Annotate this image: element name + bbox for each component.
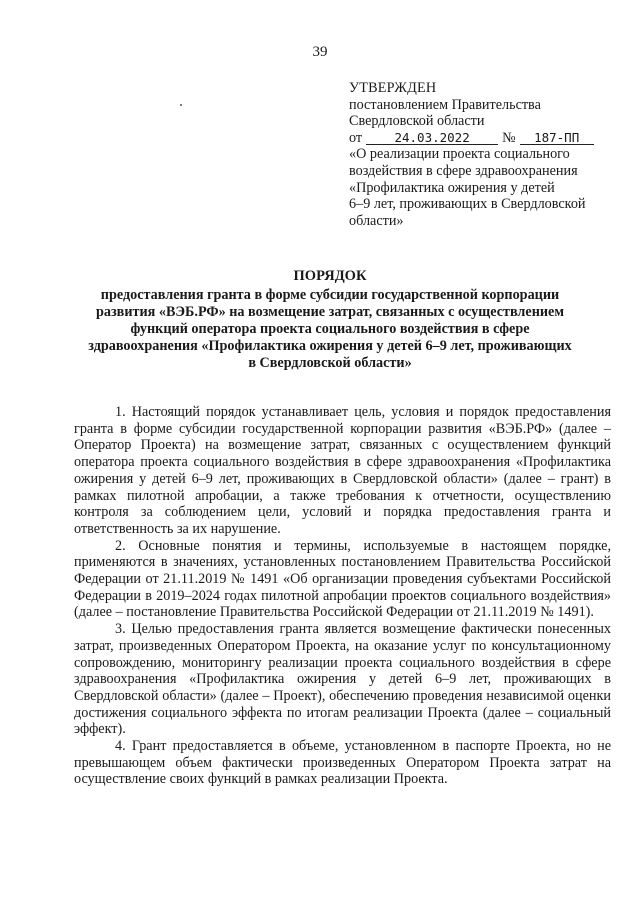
scan-speck <box>180 104 182 106</box>
paragraph-2: 2. Основные понятия и термины, используемые в настоящем порядке, применяются в значениях, установленных постановлением Правительства Российской Федерации от 21.11.2019 № 1491 «Об организации проведения субъектами Российской Федерации в 2019–2024 годах пилотной апробации проектов социального воздействия» (далее – постановление Правительства Российской Федерации от 21.11.2019 № 1491). <box>74 537 611 621</box>
page-number: 39 <box>312 44 328 60</box>
subject-line-2: воздействия в сфере здравоохранения <box>349 162 578 179</box>
paragraph-1: 1. Настоящий порядок устанавливает цель, условия и порядок предоставления гранта в форме субсидии государственной корпорации развития «ВЭБ.РФ» (далее – Оператор Проекта) на возмещение затрат, связанных с осуществлением функций оператора проекта социального воздействия в сфере здравоохранения «Профилактика ожирения у детей 6–9 лет, проживающих в Свердловской области» (далее – грант) в рамках пилотной апробации, а также требования к отчетности, осуществлению контроля за соблюдением цели, условий и порядка предоставления гранта и ответственность за их нарушение. <box>74 404 611 537</box>
subject-line-3: «Профилактика ожирения у детей <box>349 179 555 196</box>
subject-line-1: «О реализации проекта социального <box>349 146 570 163</box>
decree-row <box>349 130 619 147</box>
from-label: от <box>349 129 363 146</box>
approval-stamp <box>349 80 619 229</box>
paragraph-3: 3. Целью предоставления гранта является возмещение фактически понесенных затрат, произведенных Оператором Проекта, на оказание услуг по консультационному сопровождению, мониторингу реализации проекта социального воздействия в сфере здравоохранения «Профилактика ожирения у детей 6–9 лет, проживающих в Свердловской области» (далее – Проект), обеспечению проведения независимой оценки достижения социального эффекта по итогам реализации Проекта (далее – социальный эффект). <box>74 621 611 738</box>
title-heading: ПОРЯДОК <box>293 268 367 284</box>
title-line-4: здравоохранения «Профилактика ожирения у детей 6–9 лет, проживающих <box>88 338 572 354</box>
document-title <box>80 268 580 372</box>
subject-line-4: 6–9 лет, проживающих в Свердловской <box>349 196 586 213</box>
subject-line-5: области» <box>349 212 404 229</box>
paragraph-4: 4. Грант предоставляется в объеме, установленном в паспорте Проекта, но не превышающем объем фактически произведенных Оператором Проекта затрат на осуществление своих функций в рамках реализации Проекта. <box>74 738 611 788</box>
approval-line-1: постановлением Правительства <box>349 96 541 113</box>
document-body <box>74 404 611 788</box>
decree-date: 24.03.2022 <box>366 131 498 145</box>
number-label: № <box>502 129 516 146</box>
approved-label: УТВЕРЖДЕН <box>349 80 437 96</box>
decree-number: 187-ПП <box>520 131 594 145</box>
title-line-3: функций оператора проекта социального воздействия в сфере <box>130 321 530 337</box>
title-line-5: в Свердловской области» <box>248 355 412 371</box>
title-line-1: предоставления гранта в форме субсидии государственной корпорации <box>100 287 560 303</box>
title-line-2: развития «ВЭБ.РФ» на возмещение затрат, связанных с осуществлением <box>95 304 565 320</box>
approval-line-2: Свердловской области <box>349 113 485 130</box>
